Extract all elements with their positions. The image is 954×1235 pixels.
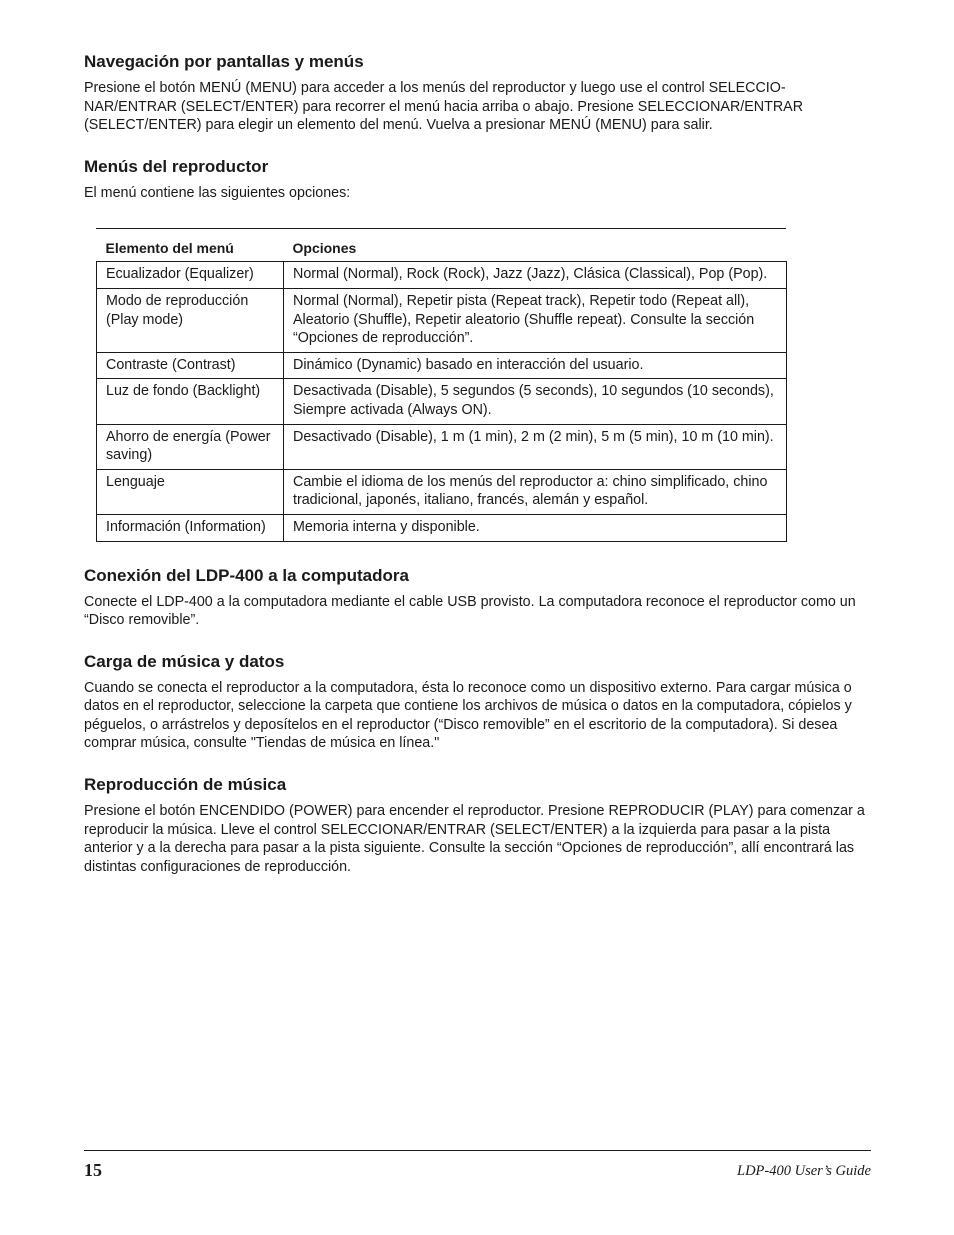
guide-title: LDP-400 User’s Guide <box>737 1163 871 1179</box>
menu-item-cell: Contraste (Contrast) <box>97 352 284 379</box>
table-header-row <box>97 239 787 262</box>
table-row <box>97 288 787 352</box>
section-loading <box>84 652 871 753</box>
table-row <box>97 262 787 289</box>
section-player-menus <box>84 157 871 203</box>
menu-options-cell: Desactivado (Disable), 1 m (1 min), 2 m (2 min), 5 m (5 min), 10 m (10 min). <box>284 424 787 469</box>
page-content <box>84 52 871 898</box>
menu-item-cell: Modo de reproducción (Play mode) <box>97 288 284 352</box>
menu-options-cell: Normal (Normal), Repetir pista (Repeat track), Repetir todo (Repeat all), Aleatorio (Shuffle), Repetir aleatorio (Shuffle repeat). Consulte la sección “Opciones de reproducción”. <box>284 288 787 352</box>
page-number: 15 <box>84 1160 102 1180</box>
section-playback <box>84 775 871 876</box>
section-body: Cuando se conecta el reproductor a la computadora, ésta lo reconoce como un dispositivo externo. Para cargar música o datos en el reproductor, seleccione la carpeta que contiene los archivos de música o datos en la computadora, cópielos y péguelos, o arrástrelos y deposítelos en el reproductor (“Disco removible” en el escritorio de la computadora). Si desea comprar música, consulte "Tiendas de música en línea." <box>84 679 852 752</box>
menu-options-cell: Normal (Normal), Rock (Rock), Jazz (Jazz), Clásica (Classical), Pop (Pop). <box>284 262 787 289</box>
section-heading: Navegación por pantallas y menús <box>84 52 364 71</box>
section-body: Conecte el LDP-400 a la computadora mediante el cable USB provisto. La computadora reconoce el reproductor como un “Disco removible”. <box>84 593 856 629</box>
table-row <box>97 469 787 514</box>
table-row <box>97 352 787 379</box>
menu-options-cell: Memoria interna y disponible. <box>284 514 787 541</box>
table-row <box>97 379 787 424</box>
section-body: El menú contiene las siguientes opciones: <box>84 184 351 201</box>
menu-options-cell: Dinámico (Dynamic) basado en interacción del usuario. <box>284 352 787 379</box>
page-footer <box>84 1150 871 1180</box>
menu-options-table-wrapper <box>96 228 786 541</box>
menu-item-cell: Información (Information) <box>97 514 284 541</box>
menu-item-cell: Ecualizador (Equalizer) <box>97 262 284 289</box>
section-heading: Menús del reproductor <box>84 156 269 176</box>
table-row <box>97 514 787 541</box>
menu-options-table <box>96 239 787 541</box>
table-row <box>97 424 787 469</box>
section-body: Presione el botón MENÚ (MENU) para acceder a los menús del reproductor y luego use el control SELECCIO-NAR/ENTRAR (SELECT/ENTER) para recorrer el menú hacia arriba o abajo. Presione SELECCIONAR/ENTRAR (SELECT/ENTER) para elegir un elemento del menú. Vuelva a presionar MENÚ (MENU) para salir. <box>84 80 804 134</box>
menu-item-cell: Luz de fondo (Backlight) <box>97 379 284 424</box>
menu-options-cell: Cambie el idioma de los menús del reproductor a: chino simplificado, chino tradicional, japonés, italiano, francés, alemán y español. <box>284 469 787 514</box>
section-heading: Conexión del LDP-400 a la computadora <box>84 565 409 585</box>
section-connection <box>84 566 871 630</box>
section-body: Presione el botón ENCENDIDO (POWER) para encender el reproductor. Presione REPRODUCIR (PLAY) para comenzar a reproducir la música. Lleve el control SELECCIONAR/ENTRAR (SELECT/ENTER) a la izquierda para pasar a la pista anterior y a la derecha para pasar a la pista siguiente. Consulte la sección “Opciones de reproducción”, allí encontrará las distintas configuraciones de reproducción. <box>84 803 865 875</box>
menu-item-cell: Lenguaje <box>97 469 284 514</box>
column-header-item: Elemento del menú <box>105 240 234 257</box>
column-header-options: Opciones <box>292 240 357 257</box>
menu-item-cell: Ahorro de energía (Power saving) <box>97 424 284 469</box>
menu-options-cell: Desactivada (Disable), 5 segundos (5 seconds), 10 segundos (10 seconds), Siempre activada (Always ON). <box>284 379 787 424</box>
section-navigation <box>84 52 871 135</box>
section-heading: Carga de música y datos <box>84 651 285 671</box>
section-heading: Reproducción de música <box>84 775 287 795</box>
